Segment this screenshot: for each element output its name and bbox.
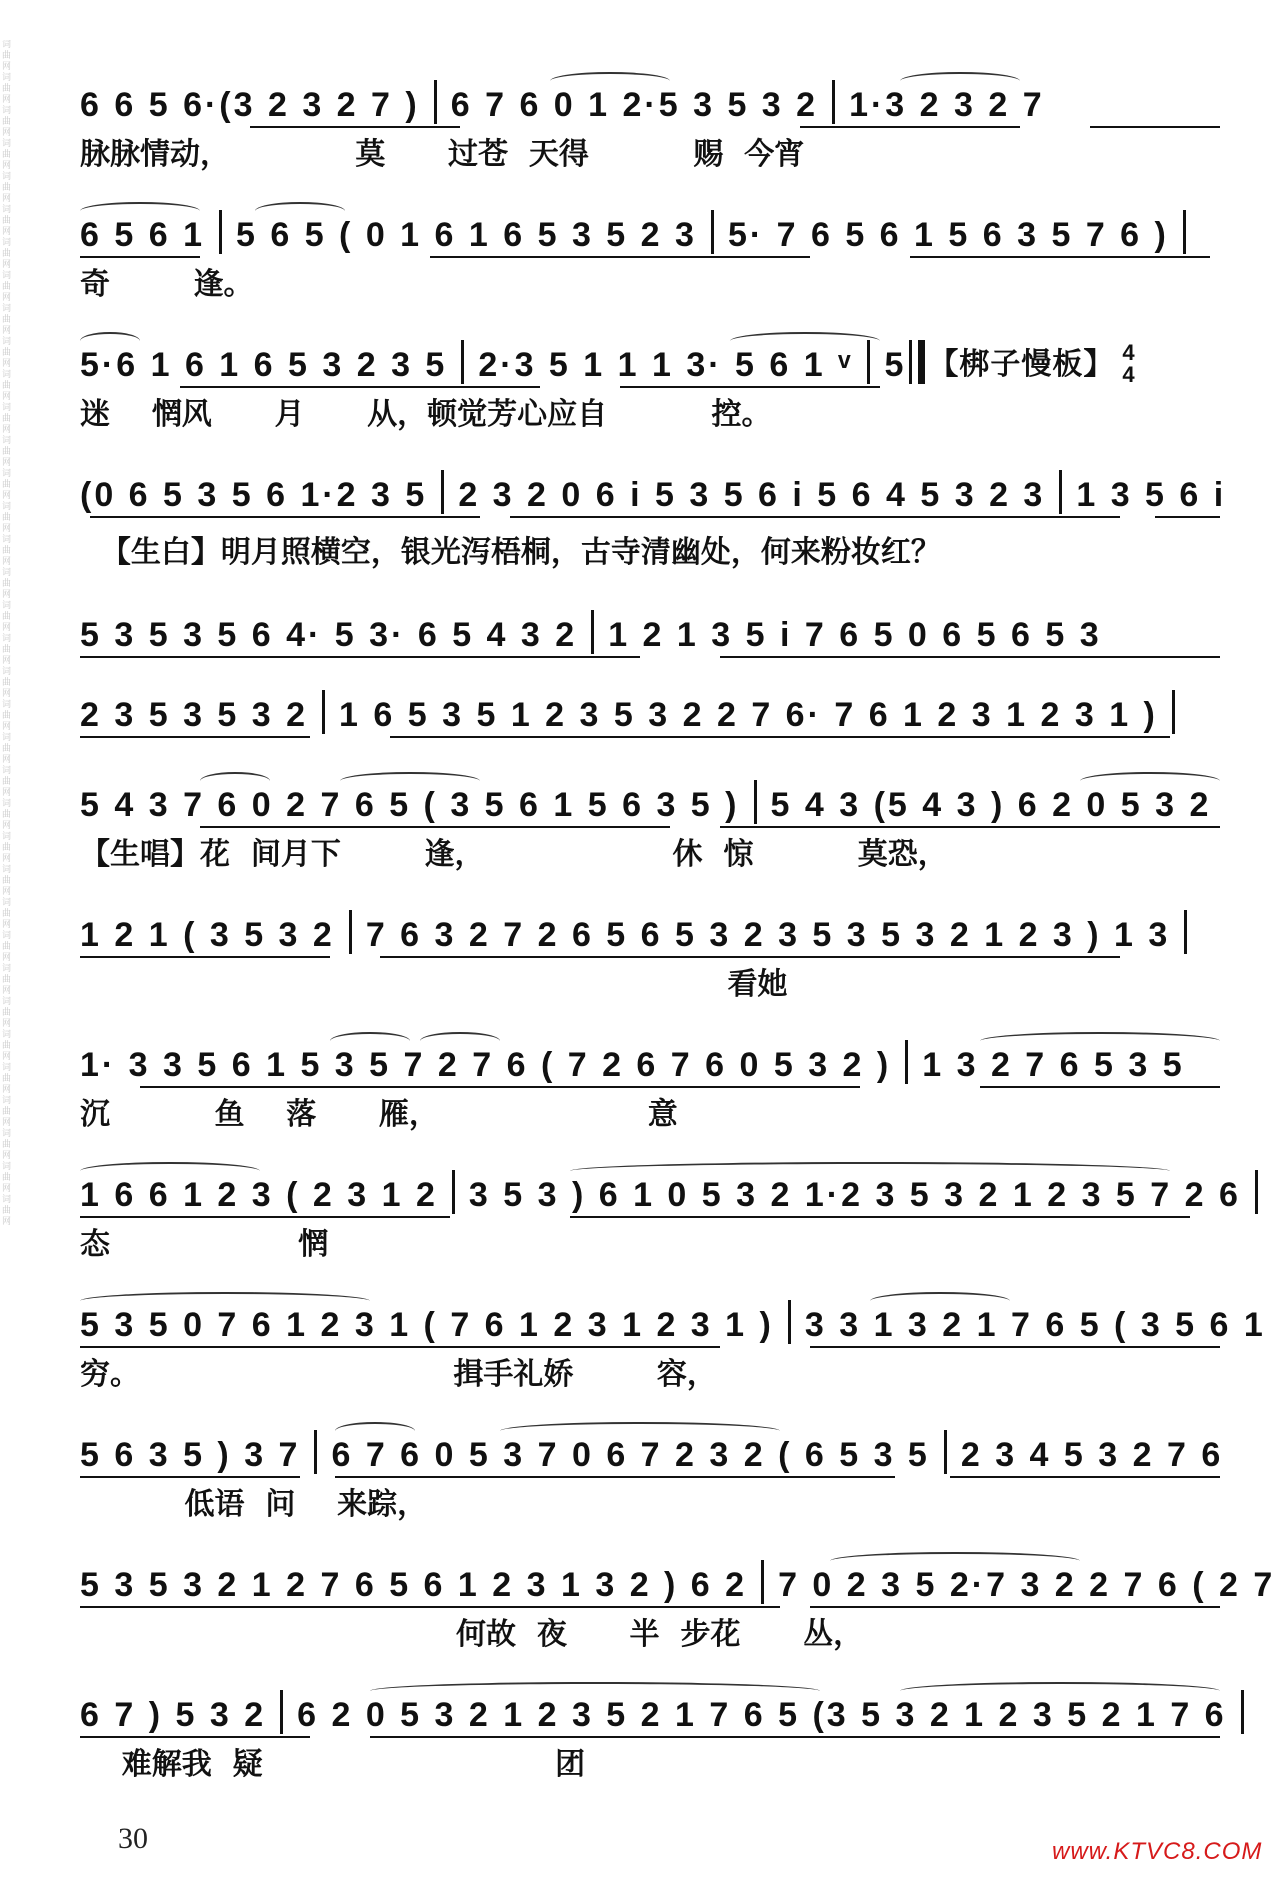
- measure: 5: [884, 346, 907, 384]
- measure: (0 6 5 3 5 6 1·2 3 5: [80, 476, 428, 514]
- score-system-2: [80, 200, 1220, 310]
- slur: [80, 1292, 370, 1310]
- measure: 5· 7 6 5 6 1 5 6 3 5 7 6 ): [727, 216, 1169, 254]
- barline: [441, 470, 444, 514]
- double-barline-thick: [918, 340, 925, 384]
- slur: [420, 1032, 500, 1050]
- measure: 2 3 4 5 3 2 7 6: [960, 1436, 1224, 1474]
- barline: [322, 690, 325, 734]
- measure: 6 2 0 5 3 2 1 2 3 5 2 1 7 6 5 (3 5 3 2 1 2 3 5 2 1 7 6: [297, 1696, 1227, 1734]
- measure: 3 3 1 3 2 1 7 6 5 ( 3 5 6 1: [804, 1306, 1266, 1344]
- underline-beam: [140, 1086, 860, 1088]
- score-system-11: [80, 1290, 1266, 1400]
- barline: [761, 1560, 764, 1604]
- barline: [905, 1040, 908, 1084]
- barline: [434, 80, 437, 124]
- measure: 1 6 6 1 2 3 ( 2 3 1 2: [80, 1176, 438, 1214]
- score-system-4: [80, 460, 1227, 580]
- score-system-8: [80, 900, 1220, 1010]
- measure: 3 5 3 ) 6 1 0 5 3 2 1·2 3 5 3 2 1 2 3 5 7 2 6: [468, 1176, 1241, 1214]
- measure: 2·3 5 1 1 1 3· 5 6 1 ᵛ: [478, 346, 854, 384]
- measure: 1· 3 3 5 6 1 5 3 5 7 2 7 6 ( 7 2 6 7 6 0 5 3 2 ): [80, 1046, 892, 1084]
- slur: [200, 772, 270, 790]
- barline: [754, 780, 757, 824]
- score-system-12: [80, 1420, 1224, 1530]
- meter-bottom: 4: [1122, 362, 1138, 387]
- measure: 6 7 ) 5 3 2: [80, 1696, 267, 1734]
- slur: [570, 1162, 1170, 1180]
- underline-beam: [720, 656, 1220, 658]
- measure: 6 5 6 1: [80, 216, 205, 254]
- notation-line: [80, 690, 1220, 736]
- measure: 1 6 5 3 5 1 2 3 5 3 2 2 7 6· 7 6 1 2 3 1 2 3 1 ): [339, 696, 1158, 734]
- measure: 2 3 2 0 6 i 5 3 5 6 i 5 6 4 5 3 2 3: [458, 476, 1046, 514]
- underline-beam: [570, 1216, 1190, 1218]
- underline-beam: [720, 826, 1220, 828]
- measure: 5·6 1 6 1 6 5 3 2 3 5: [80, 346, 448, 384]
- slur: [330, 1032, 410, 1050]
- measure: 1 2 1 ( 3 5 3 2: [80, 916, 335, 954]
- score-system-6: [80, 680, 1220, 750]
- score-system-10: [80, 1160, 1241, 1270]
- barline: [591, 610, 594, 654]
- score-system-14: [80, 1680, 1227, 1790]
- barline: [461, 340, 464, 384]
- underline-beam: [980, 1086, 1220, 1088]
- underline-beam: [80, 1346, 720, 1348]
- measure: 6 7 6 0 5 3 7 0 6 7 2 3 2 ( 6 5 3 5: [331, 1436, 930, 1474]
- slur: [1080, 772, 1220, 790]
- lyrics-line: 难解我 疑 团: [80, 1747, 586, 1782]
- time-signature: [1122, 342, 1137, 386]
- barline: [788, 1300, 791, 1344]
- page-number: 30: [118, 1822, 148, 1855]
- lyrics-line: 奇 逢。: [80, 267, 254, 302]
- slur: [980, 1032, 1220, 1050]
- lyrics-line: 看她: [80, 967, 788, 1002]
- score-system-5: [80, 600, 1220, 670]
- underline-beam: [1090, 126, 1220, 128]
- measure: 7 0 2 3 5 2·7 3 2 2 7 6 ( 2 7: [778, 1566, 1276, 1604]
- measure: 1 3 5 6 i: [1076, 476, 1227, 514]
- underline-beam: [250, 126, 460, 128]
- barline: [1059, 470, 1062, 514]
- barline: [1184, 910, 1187, 954]
- slur: [900, 72, 1020, 90]
- underline-beam: [380, 956, 1120, 958]
- measure: 5 3 5 0 7 6 1 2 3 1 ( 7 6 1 2 3 1 2 3 1 ): [80, 1306, 774, 1344]
- lyrics-line: 低语 问 来踪，: [80, 1487, 428, 1522]
- underline-beam: [390, 736, 1170, 738]
- underline-beam: [200, 826, 670, 828]
- notation-line: [80, 910, 1220, 956]
- measure: 5 6 5 ( 0 1 6 1 6 5 3 5 2 3: [235, 216, 697, 254]
- barline: [711, 210, 714, 254]
- notation-line: [80, 340, 1220, 386]
- barline: [314, 1430, 317, 1474]
- measure: 2 3 5 3 5 3 2: [80, 696, 309, 734]
- lyrics-line: 穷。 揖手礼娇 容，: [80, 1357, 717, 1392]
- notation-line: [80, 610, 1220, 656]
- barline: [280, 1690, 283, 1734]
- slur: [830, 1552, 1080, 1570]
- lyrics-line: 沉 鱼 落 雁， 意: [80, 1097, 678, 1132]
- lyrics-line: 态 惘: [80, 1227, 328, 1262]
- measure: 7 6 3 2 7 2 6 5 6 5 3 2 3 5 3 5 3 2 1 2 3 ) 1 3: [365, 916, 1171, 954]
- measure: 1 3 2 7 6 5 3 5: [922, 1046, 1185, 1084]
- score-system-13: [80, 1550, 1276, 1660]
- lyrics-line: 脉脉情动， 莫 过苍 天得 赐 今宵: [80, 137, 805, 172]
- underline-beam: [80, 256, 200, 258]
- underline-beam: [950, 1476, 1220, 1478]
- slur: [900, 1682, 1220, 1700]
- barline: [349, 910, 352, 954]
- underline-beam: [800, 126, 1020, 128]
- barline: [452, 1170, 455, 1214]
- slur: [340, 772, 480, 790]
- barline: [1255, 1170, 1258, 1214]
- measure: 6 7 6 0 1 2·5 3 5 3 2: [450, 86, 819, 124]
- slur: [370, 1682, 820, 1700]
- underline-beam: [80, 1606, 780, 1608]
- notation-line: [80, 470, 1227, 516]
- score-system-9: [80, 1030, 1220, 1140]
- slur: [870, 1292, 1010, 1310]
- underline-beam: [810, 1606, 1220, 1608]
- measure: 5 3 5 3 5 6 4· 5 3· 6 5 4 3 2: [80, 616, 578, 654]
- barline: [832, 80, 835, 124]
- lyrics-line: 迷 惘风 月 从，顿觉芳心应自 控。: [80, 397, 772, 432]
- measure: 5 4 3 7 6 0 2 7 6 5 ( 3 5 6 1 5 6 3 5 ): [80, 786, 740, 824]
- slur: [335, 1422, 415, 1440]
- underline-beam: [510, 516, 1120, 518]
- underline-beam: [80, 736, 310, 738]
- measure: 1 2 1 3 5 i 7 6 5 0 6 5 6 5 3: [608, 616, 1102, 654]
- measure: 6 6 5 6·(3 2 3 2 7 ): [80, 86, 420, 124]
- underline-beam: [90, 516, 480, 518]
- underline-beam: [810, 1346, 1220, 1348]
- underline-beam: [910, 256, 1210, 258]
- lyrics-line: 【生唱】花 间月下 逢， 休 惊 莫恐，: [80, 837, 948, 872]
- score-system-7: [80, 770, 1220, 880]
- score-system-3: [80, 330, 1220, 440]
- dialogue-line: 【生白】明月照横空，银光泻梧桐，古寺清幽处，何来粉妆红？: [80, 535, 941, 570]
- section-tag: 【梆子慢板】: [928, 347, 1115, 382]
- underline-beam: [80, 1476, 300, 1478]
- underline-beam: [80, 1216, 450, 1218]
- lyrics-line: 何故 夜 半 步花 丛，: [80, 1617, 864, 1652]
- slur: [255, 202, 345, 220]
- underline-beam: [430, 256, 810, 258]
- barline: [1241, 1690, 1244, 1734]
- barline: [944, 1430, 947, 1474]
- underline-beam: [180, 386, 540, 388]
- underline-beam: [335, 1476, 895, 1478]
- meter-top: 4: [1122, 340, 1138, 365]
- measure: 5 6 3 5 ) 3 7: [80, 1436, 301, 1474]
- slur: [80, 1162, 260, 1180]
- slur: [80, 202, 200, 220]
- underline-beam: [80, 956, 330, 958]
- slur: [550, 72, 670, 90]
- measure: 1·3 2 3 2 7: [849, 86, 1045, 124]
- margin-watermark-text: 词曲网词曲网词曲网词曲网词曲网词曲网词曲网词曲网词曲网词曲网词曲网词曲网词曲网词曲网词曲网词曲网词曲网词曲网词曲网词曲网词曲网词曲网词曲网词曲网词曲网词曲网词曲网词曲网词曲网词曲网词曲网词曲网词曲网词曲网词曲网词曲网: [2, 40, 12, 1227]
- measure: 5 3 5 3 2 1 2 7 6 5 6 1 2 3 1 3 2 ) 6 2: [80, 1566, 748, 1604]
- site-watermark: www.KTVC8.COM: [1052, 1838, 1263, 1865]
- double-barline: [909, 340, 912, 384]
- underline-beam: [1155, 516, 1220, 518]
- underline-beam: [80, 1736, 310, 1738]
- barline: [219, 210, 222, 254]
- measure: 5 4 3 (5 4 3 ) 6 2 0 5 3 2: [770, 786, 1212, 824]
- underline-beam: [370, 1736, 1220, 1738]
- slur: [80, 332, 140, 350]
- underline-beam: [620, 386, 880, 388]
- notation-line: [80, 210, 1220, 256]
- barline: [1172, 690, 1175, 734]
- slur: [730, 332, 880, 350]
- slur: [500, 1422, 780, 1440]
- barline: [1183, 210, 1186, 254]
- underline-beam: [80, 656, 640, 658]
- score-system-1: [80, 70, 1220, 180]
